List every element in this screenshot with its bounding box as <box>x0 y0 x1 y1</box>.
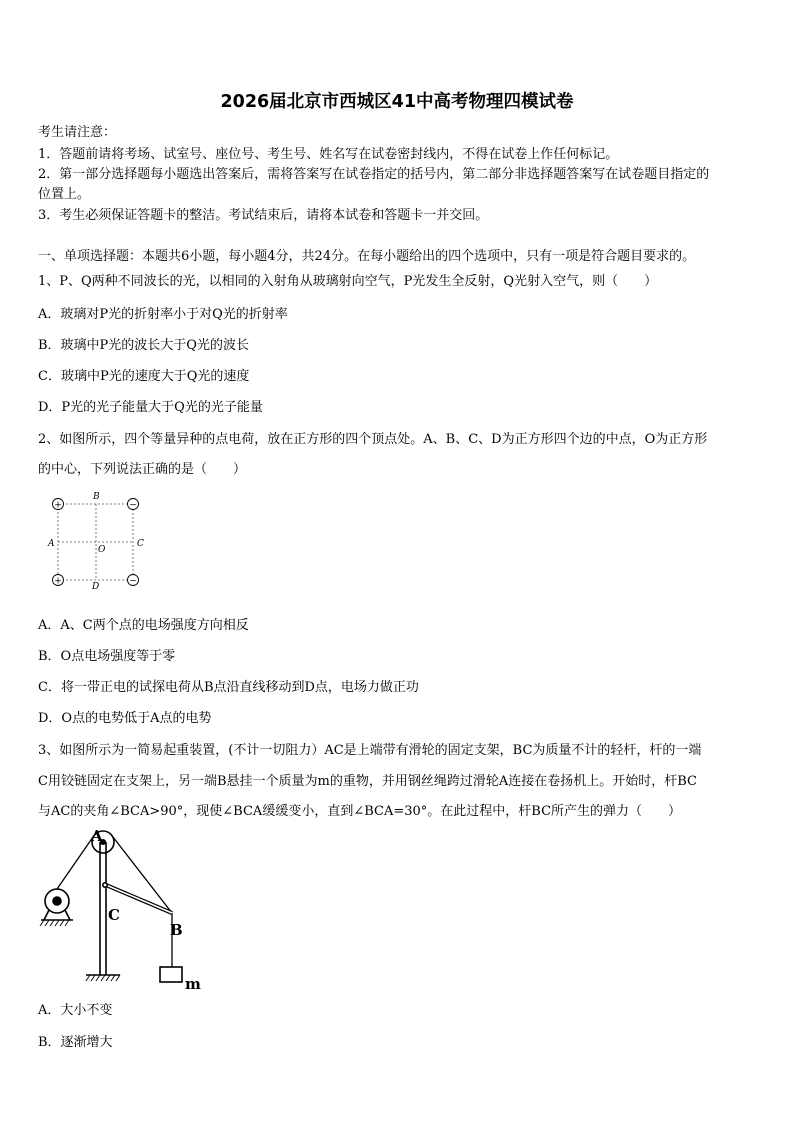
charge-icon <box>53 575 64 587</box>
question-2-option-c: C．将一带正电的试探电荷从B点沿直线移动到D点，电场力做正功 <box>38 680 419 695</box>
question-3-stem: 与AC的夹角∠BCA>90°，现使∠BCA缓缓变小，直到∠BCA=30°。在此过程中，杆BC所产生的弹力（ ） <box>38 804 682 819</box>
question-1-option-d: D．P光的光子能量大于Q光的光子能量 <box>38 400 263 415</box>
charge-icon <box>128 499 139 511</box>
charge-icon <box>53 499 64 511</box>
point-label: A <box>48 539 55 549</box>
question-2-option-d: D．O点的电势低于A点的电势 <box>38 711 212 726</box>
question-2-option-b: B．O点电场强度等于零 <box>38 649 176 664</box>
question-3-stem: 3、如图所示为一简易起重装置，(不计一切阻力）AC是上端带有滑轮的固定支架，BC为质量不计的轻杆，杆的一端 <box>38 743 702 758</box>
point-label: D <box>92 582 100 590</box>
point-label: C <box>137 539 144 549</box>
question-2-stem: 2、如图所示，四个等量异种的点电荷，放在正方形的四个顶点处。A、B、C、D为正方形四个边的中点，O为正方形 <box>38 432 708 447</box>
question-1-option-c: C．玻璃中P光的速度大于Q光的速度 <box>38 369 250 384</box>
question-3-option-a: A．大小不变 <box>38 1003 113 1018</box>
notice-item: 3．考生必须保证答题卡的整洁。考试结束后，请将本试卷和答题卡一并交回。 <box>38 208 489 223</box>
notice-item: 2．第一部分选择题每小题选出答案后，需将答案写在试卷指定的括号内，第二部分非选择题答案写在试卷题目指定的 <box>38 167 710 182</box>
question-1-option-a: A．玻璃对P光的折射率小于对Q光的折射率 <box>38 307 288 322</box>
point-label: C <box>108 906 120 924</box>
notice-heading: 考生请注意： <box>38 125 117 140</box>
question-3-option-b: B．逐渐增大 <box>38 1035 113 1050</box>
point-label: A <box>91 827 103 845</box>
svg-text:+: + <box>54 500 62 511</box>
point-label: B <box>93 492 100 502</box>
charge-square-figure <box>44 490 150 590</box>
svg-text:−: − <box>129 500 137 511</box>
notice-item: 1．答题前请将考场、试室号、座位号、考生号、姓名写在试卷密封线内，不得在试卷上作任何标记。 <box>38 147 619 162</box>
question-1-option-b: B．玻璃中P光的波长大于Q光的波长 <box>38 338 249 353</box>
section-heading: 一、单项选择题：本题共6小题，每小题4分，共24分。在每小题给出的四个选项中，只有一项是符合题目要求的。 <box>38 249 696 264</box>
svg-text:+: + <box>54 576 62 587</box>
crane-figure <box>38 825 218 993</box>
winch-icon <box>40 889 73 926</box>
point-label: B <box>170 921 183 939</box>
mass-label: m <box>185 975 201 993</box>
question-3-stem: C用铰链固定在支架上，另一端B悬挂一个质量为m的重物，并用钢丝绳跨过滑轮A连接在卷扬机上。开始时，杆BC <box>38 774 697 789</box>
question-1-stem: 1、P、Q两种不同波长的光，以相同的入射角从玻璃射向空气，P光发生全反射，Q光射入空气，则（ ） <box>38 274 658 289</box>
point-label: O <box>98 545 106 555</box>
charge-icon <box>128 575 139 587</box>
svg-text:−: − <box>129 576 137 587</box>
question-2-option-a: A．A、C两个点的电场强度方向相反 <box>38 618 249 633</box>
page-title: 2026届北京市西城区41中高考物理四模试卷 <box>220 92 574 112</box>
notice-item: 位置上。 <box>38 187 91 202</box>
question-2-stem: 的中心，下列说法正确的是（ ） <box>38 462 247 477</box>
